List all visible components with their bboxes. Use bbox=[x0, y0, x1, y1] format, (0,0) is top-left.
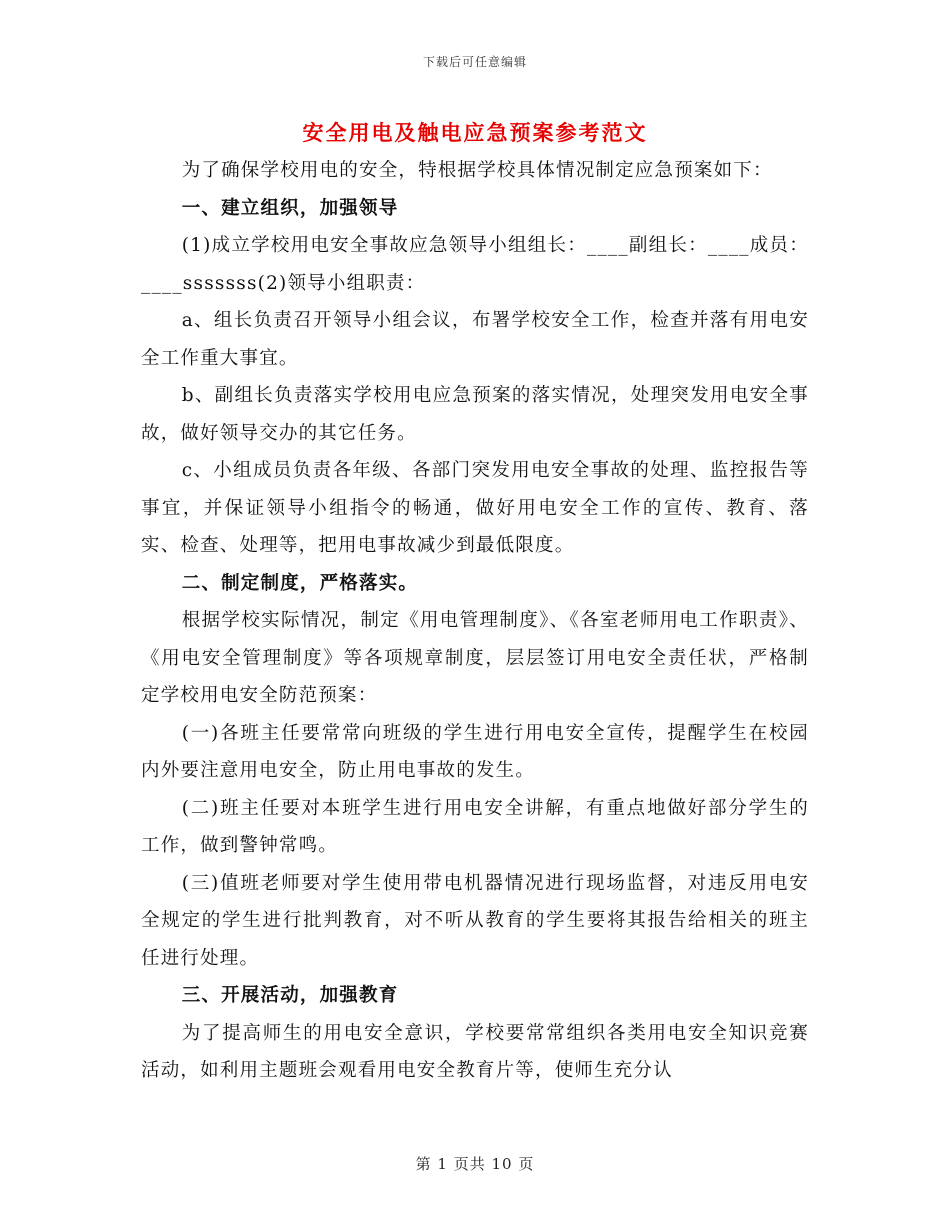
document-body bbox=[141, 152, 809, 1090]
paragraph-measure-2: (二)班主任要对本班学生进行用电安全讲解，有重点地做好部分学生的工作，做到警钟常鸣。 bbox=[141, 797, 809, 856]
paragraph-duty-a: a、组长负责召开领导小组会议，布署学校安全工作，检查并落有用电安全工作重大事宜。 bbox=[141, 310, 809, 369]
heading-section-2: 二、制定制度，严格落实。 bbox=[181, 572, 419, 594]
paragraph-measure-3: (三)值班老师要对学生使用带电机器情况进行现场监督，对违反用电安全规定的学生进行批判教育，对不听从教育的学生要将其报告给相关的班主任进行处理。 bbox=[141, 872, 809, 969]
paragraph-duty-c: c、小组成员负责各年级、各部门突发用电安全事故的处理、监控报告等事宜，并保证领导小组指令的畅通，做好用电安全工作的宣传、教育、落实、检查、处理等，把用电事故减少到最低限度。 bbox=[141, 460, 809, 556]
header-note: 下载后可任意编辑 bbox=[422, 55, 527, 69]
paragraph-regulations: 根据学校实际情况，制定《用电管理制度》、《各室老师用电工作职责》、《用电安全管理制度》等各项规章制度，层层签订用电安全责任状，严格制定学校用电安全防范预案： bbox=[141, 610, 809, 706]
document-title: 安全用电及触电应急预案参考范文 bbox=[302, 120, 648, 145]
heading-section-1: 一、建立组织，加强领导 bbox=[181, 197, 399, 219]
paragraph-activities: 为了提高师生的用电安全意识，学校要常常组织各类用电安全知识竞赛活动，如利用主题班会观看用电安全教育片等，使师生充分认 bbox=[141, 1022, 809, 1081]
paragraph-intro: 为了确保学校用电的安全，特根据学校具体情况制定应急预案如下： bbox=[181, 160, 773, 181]
paragraph-measure-1: (一)各班主任要常常向班级的学生进行用电安全宣传，提醒学生在校园内外要注意用电安全，防止用电事故的发生。 bbox=[141, 722, 809, 781]
paragraph-duty-b: b、副组长负责落实学校用电应急预案的落实情况，处理突发用电安全事故，做好领导交办的其它任务。 bbox=[141, 385, 809, 444]
heading-section-3: 三、开展活动，加强教育 bbox=[181, 985, 399, 1006]
page-footer: 第 1 页共 10 页 bbox=[415, 1155, 535, 1173]
paragraph-leadership-group: (1)成立学校用电安全事故应急领导小组组长：____副组长：____成员：____sssssss(2)领导小组职责： bbox=[141, 235, 809, 294]
